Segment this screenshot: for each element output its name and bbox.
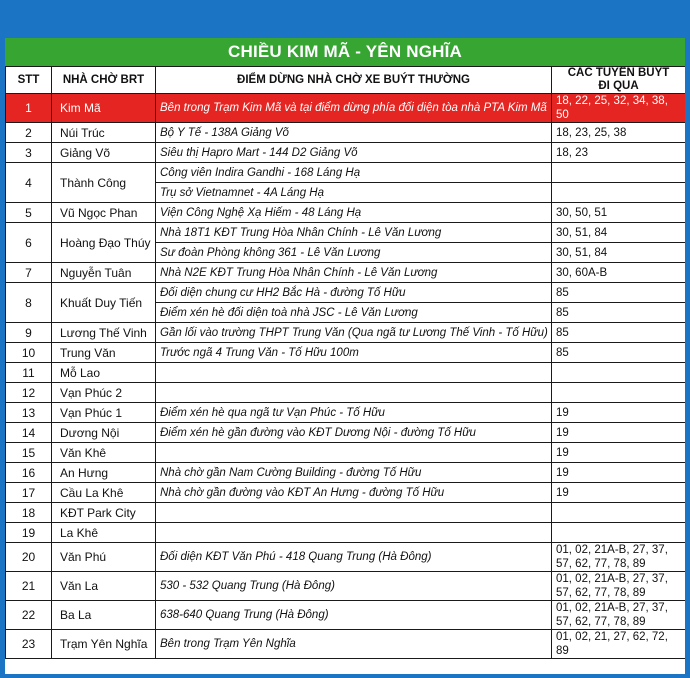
routes-cell: 19 <box>552 443 686 463</box>
table-row <box>6 483 686 503</box>
header-routes <box>552 67 686 94</box>
stt-cell: 3 <box>6 143 52 163</box>
table-row <box>6 601 686 630</box>
routes-cell <box>552 503 686 523</box>
brt-name-cell: Vũ Ngọc Phan <box>52 203 156 223</box>
brt-name-cell: Vạn Phúc 1 <box>52 403 156 423</box>
bus-stop-table <box>5 66 685 659</box>
table-row <box>6 203 686 223</box>
routes-cell: 19 <box>552 403 686 423</box>
routes-cell: 85 <box>552 323 686 343</box>
routes-cell: 18, 23, 25, 38 <box>552 123 686 143</box>
header-brt: NHÀ CHỜ BRT <box>52 67 156 94</box>
stop-cell <box>156 523 552 543</box>
brt-name-cell: Lương Thế Vinh <box>52 323 156 343</box>
brt-name-cell: Kim Mã <box>52 94 156 123</box>
schedule-panel <box>5 38 685 674</box>
header-stop: ĐIỂM DỪNG NHÀ CHỜ XE BUÝT THƯỜNG <box>156 67 552 94</box>
table-header-row <box>6 67 686 94</box>
stt-cell: 7 <box>6 263 52 283</box>
routes-cell: 30, 60A-B <box>552 263 686 283</box>
brt-name-cell: KĐT Park City <box>52 503 156 523</box>
table-row <box>6 443 686 463</box>
brt-name-cell: Văn La <box>52 572 156 601</box>
routes-cell: 19 <box>552 483 686 503</box>
table-row <box>6 423 686 443</box>
table-row <box>6 543 686 572</box>
table-row <box>6 94 686 123</box>
brt-name-cell: Nguyễn Tuân <box>52 263 156 283</box>
table-row <box>6 463 686 483</box>
table-row <box>6 403 686 423</box>
brt-name-cell: Cầu La Khê <box>52 483 156 503</box>
stop-cell: Trước ngã 4 Trung Văn - Tố Hữu 100m <box>156 343 552 363</box>
stt-cell: 10 <box>6 343 52 363</box>
stt-cell: 16 <box>6 463 52 483</box>
stop-cell: Sư đoàn Phòng không 361 - Lê Văn Lương <box>156 243 552 263</box>
routes-cell: 01, 02, 21, 27, 62, 72, 89 <box>552 630 686 659</box>
header-stt: STT <box>6 67 52 94</box>
stop-cell: Nhà chờ gần đường vào KĐT An Hưng - đường Tố Hữu <box>156 483 552 503</box>
stop-cell: Điểm xén hè đối diện toà nhà JSC - Lê Văn Lương <box>156 303 552 323</box>
routes-cell: 30, 50, 51 <box>552 203 686 223</box>
routes-cell <box>552 523 686 543</box>
stt-cell: 11 <box>6 363 52 383</box>
table-row <box>6 343 686 363</box>
table-row <box>6 630 686 659</box>
table-row <box>6 223 686 243</box>
table-row <box>6 523 686 543</box>
routes-cell: 30, 51, 84 <box>552 243 686 263</box>
brt-name-cell: Hoàng Đạo Thúy <box>52 223 156 263</box>
stop-cell <box>156 503 552 523</box>
brt-name-cell: Núi Trúc <box>52 123 156 143</box>
stop-cell: Nhà 18T1 KĐT Trung Hòa Nhân Chính - Lê Văn Lương <box>156 223 552 243</box>
stt-cell: 5 <box>6 203 52 223</box>
routes-cell <box>552 383 686 403</box>
routes-cell: 01, 02, 21A-B, 27, 37, 57, 62, 77, 78, 89 <box>552 572 686 601</box>
stop-cell: 530 - 532 Quang Trung (Hà Đông) <box>156 572 552 601</box>
stop-cell: Siêu thị Hapro Mart - 144 D2 Giảng Võ <box>156 143 552 163</box>
table-row <box>6 363 686 383</box>
stt-cell: 22 <box>6 601 52 630</box>
stop-cell: Công viên Indira Gandhi - 168 Láng Hạ <box>156 163 552 183</box>
routes-cell: 85 <box>552 343 686 363</box>
stt-cell: 15 <box>6 443 52 463</box>
brt-name-cell: Thành Công <box>52 163 156 203</box>
stt-cell: 12 <box>6 383 52 403</box>
stt-cell: 6 <box>6 223 52 263</box>
table-row <box>6 263 686 283</box>
brt-name-cell: An Hưng <box>52 463 156 483</box>
stt-cell: 8 <box>6 283 52 323</box>
routes-cell: 18, 22, 25, 32, 34, 38, 50 <box>552 94 686 123</box>
stt-cell: 17 <box>6 483 52 503</box>
routes-cell: 19 <box>552 463 686 483</box>
routes-cell: 01, 02, 21A-B, 27, 37, 57, 62, 77, 78, 89 <box>552 601 686 630</box>
stop-cell: Gần lối vào trường THPT Trung Văn (Qua ngã tư Lương Thế Vinh - Tố Hữu) <box>156 323 552 343</box>
brt-name-cell: Giảng Võ <box>52 143 156 163</box>
table-row <box>6 383 686 403</box>
stop-cell: Viện Công Nghệ Xạ Hiếm - 48 Láng Hạ <box>156 203 552 223</box>
stt-cell: 9 <box>6 323 52 343</box>
routes-cell <box>552 183 686 203</box>
routes-cell: 85 <box>552 283 686 303</box>
routes-cell <box>552 363 686 383</box>
stt-cell: 21 <box>6 572 52 601</box>
stop-cell <box>156 383 552 403</box>
brt-name-cell: Ba La <box>52 601 156 630</box>
brt-name-cell: Trung Văn <box>52 343 156 363</box>
stop-cell <box>156 363 552 383</box>
stop-cell: Điểm xén hè qua ngã tư Vạn Phúc - Tố Hữu <box>156 403 552 423</box>
stop-cell: Điểm xén hè gần đường vào KĐT Dương Nội - đường Tố Hữu <box>156 423 552 443</box>
stop-cell: 638-640 Quang Trung (Hà Đông) <box>156 601 552 630</box>
brt-name-cell: Văn Khê <box>52 443 156 463</box>
stt-cell: 18 <box>6 503 52 523</box>
page-title: CHIỀU KIM MÃ - YÊN NGHĨA <box>5 38 685 66</box>
brt-name-cell: La Khê <box>52 523 156 543</box>
routes-cell: 01, 02, 21A-B, 27, 37, 57, 62, 77, 78, 89 <box>552 543 686 572</box>
brt-name-cell: Trạm Yên Nghĩa <box>52 630 156 659</box>
brt-name-cell: Dương Nội <box>52 423 156 443</box>
brt-name-cell: Mỗ Lao <box>52 363 156 383</box>
stop-cell <box>156 443 552 463</box>
routes-cell: 85 <box>552 303 686 323</box>
stt-cell: 19 <box>6 523 52 543</box>
stt-cell: 13 <box>6 403 52 423</box>
routes-cell: 18, 23 <box>552 143 686 163</box>
stop-cell: Trụ sở Vietnamnet - 4A Láng Hạ <box>156 183 552 203</box>
header-routes-line2: ĐI QUA <box>598 80 639 92</box>
stop-cell: Bên trong Trạm Yên Nghĩa <box>156 630 552 659</box>
stt-cell: 20 <box>6 543 52 572</box>
stt-cell: 14 <box>6 423 52 443</box>
stt-cell: 4 <box>6 163 52 203</box>
table-row <box>6 283 686 303</box>
stt-cell: 23 <box>6 630 52 659</box>
table-row <box>6 503 686 523</box>
routes-cell: 19 <box>552 423 686 443</box>
brt-name-cell: Vạn Phúc 2 <box>52 383 156 403</box>
brt-name-cell: Văn Phú <box>52 543 156 572</box>
header-routes-line1: CÁC TUYẾN BUÝT <box>567 67 670 79</box>
stt-cell: 1 <box>6 94 52 123</box>
table-row <box>6 323 686 343</box>
stop-cell: Bộ Y Tế - 138A Giảng Võ <box>156 123 552 143</box>
stop-cell: Nhà chờ gần Nam Cường Building - đường Tố Hữu <box>156 463 552 483</box>
table-row <box>6 143 686 163</box>
stop-cell: Đối diện KĐT Văn Phú - 418 Quang Trung (Hà Đông) <box>156 543 552 572</box>
stt-cell: 2 <box>6 123 52 143</box>
stop-cell: Bên trong Trạm Kim Mã và tại điểm dừng phía đối diện tòa nhà PTA Kim Mã <box>156 94 552 123</box>
table-row <box>6 123 686 143</box>
routes-cell: 30, 51, 84 <box>552 223 686 243</box>
stop-cell: Đối diện chung cư HH2 Bắc Hà - đường Tố Hữu <box>156 283 552 303</box>
table-row <box>6 572 686 601</box>
stop-cell: Nhà N2E KĐT Trung Hòa Nhân Chính - Lê Văn Lương <box>156 263 552 283</box>
routes-cell <box>552 163 686 183</box>
brt-name-cell: Khuất Duy Tiến <box>52 283 156 323</box>
table-row <box>6 163 686 183</box>
